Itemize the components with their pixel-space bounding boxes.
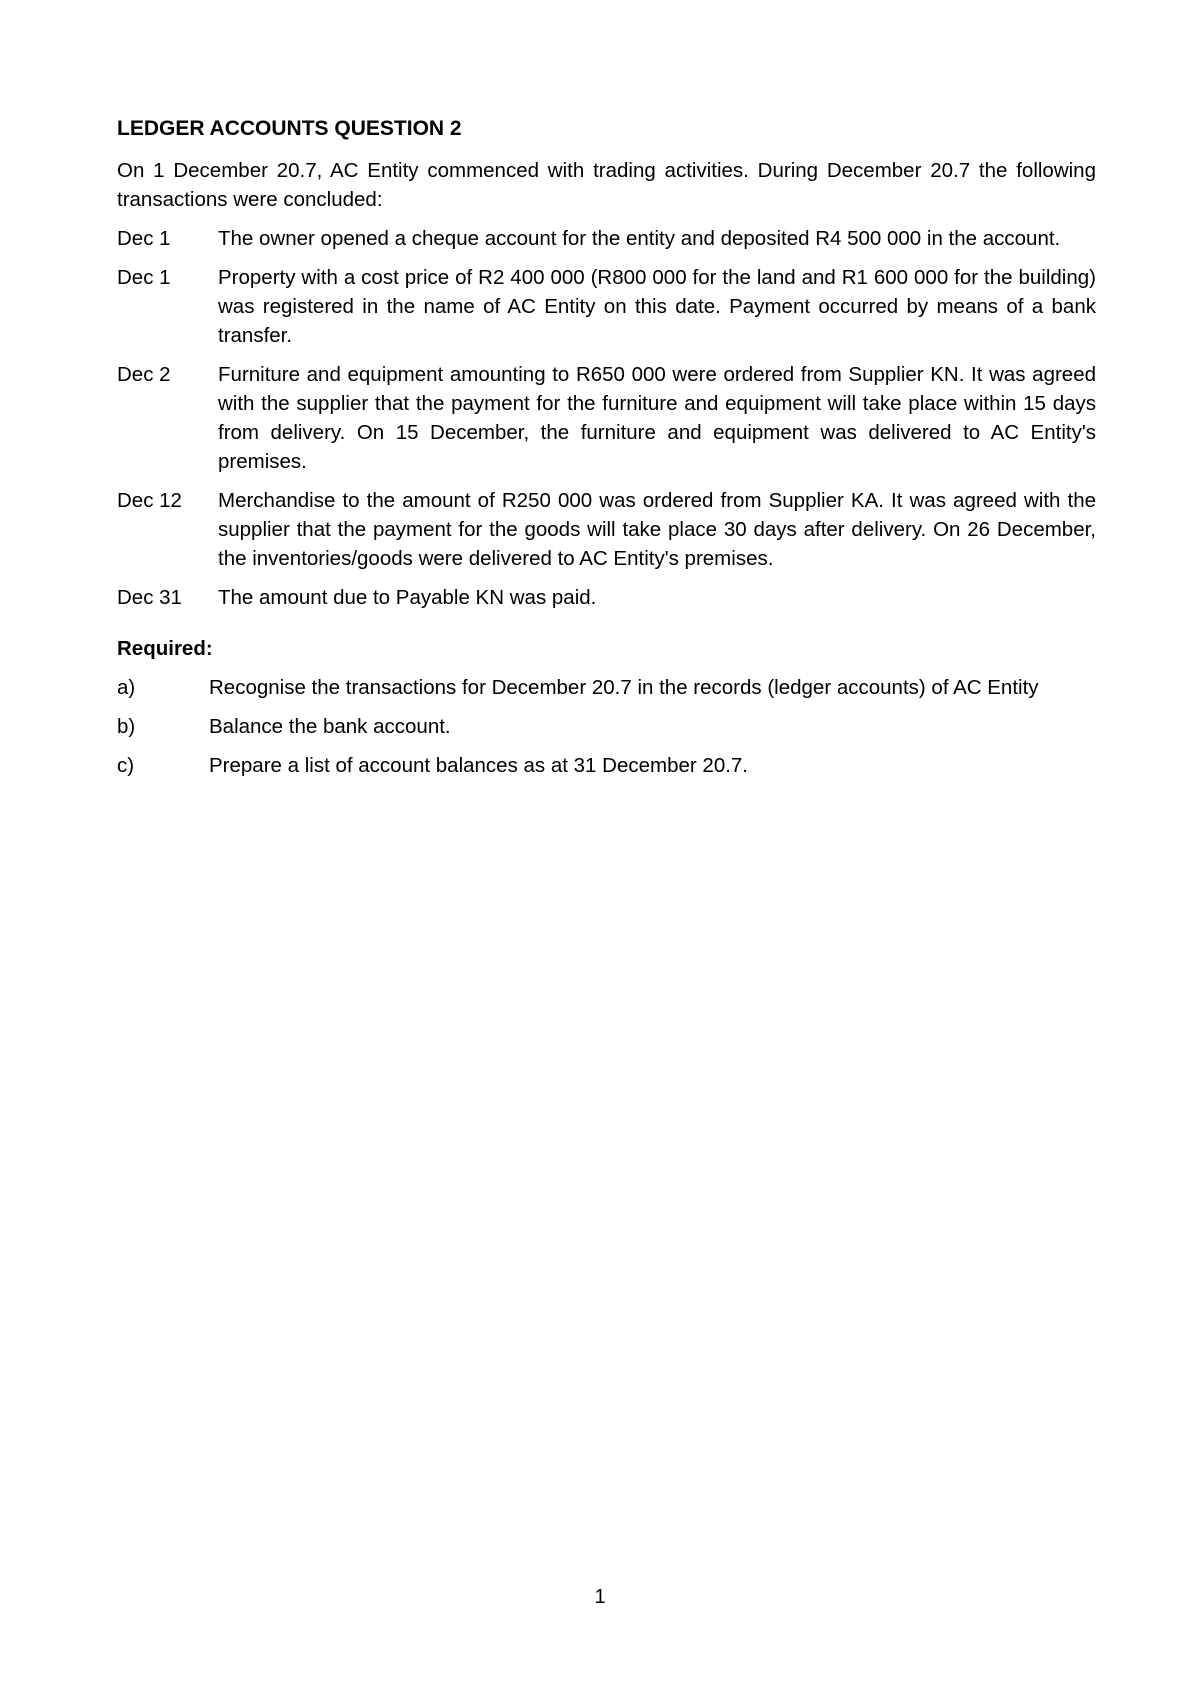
- requirement-text: Recognise the transactions for December 20.7 in the records (ledger accounts) of AC Entity: [209, 676, 1039, 699]
- requirement-item: [117, 712, 1096, 741]
- transaction-date: Dec 1: [117, 266, 171, 289]
- transaction-item: [117, 583, 1096, 612]
- transaction-text: Property with a cost price of R2 400 000 (R800 000 for the land and R1 600 000 for the building) was registered in the name of AC Entity on this date. Payment occurred by means of a bank transfer.: [218, 266, 1096, 347]
- transaction-text: Furniture and equipment amounting to R650 000 were ordered from Supplier KN. It was agreed with the supplier that the payment for the furniture and equipment will take place within 15 days from delivery. On 15 December, the furniture and equipment was delivered to AC Entity's premises.: [218, 363, 1096, 473]
- document-page: [117, 114, 1096, 790]
- transaction-item: [117, 263, 1096, 350]
- transaction-text: Merchandise to the amount of R250 000 was ordered from Supplier KA. It was agreed with the supplier that the payment for the goods will take place 30 days after delivery. On 26 December, the inventories/goods were delivered to AC Entity's premises.: [218, 489, 1096, 570]
- page-number: 1: [594, 1586, 606, 1608]
- transaction-item: [117, 224, 1096, 253]
- transaction-text: The amount due to Payable KN was paid.: [218, 586, 597, 609]
- required-heading: Required:: [117, 637, 213, 660]
- requirement-text: Prepare a list of account balances as at 31 December 20.7.: [209, 754, 749, 777]
- transaction-date: Dec 1: [117, 227, 171, 250]
- requirement-label: b): [117, 715, 136, 738]
- transaction-date: Dec 31: [117, 586, 182, 609]
- requirement-label: a): [117, 676, 136, 699]
- transaction-text: The owner opened a cheque account for the entity and deposited R4 500 000 in the account.: [218, 227, 1061, 250]
- transaction-date: Dec 2: [117, 363, 171, 386]
- document-title: LEDGER ACCOUNTS QUESTION 2: [117, 117, 462, 140]
- requirement-item: [117, 673, 1096, 702]
- requirement-text: Balance the bank account.: [209, 715, 451, 738]
- transaction-item: [117, 360, 1096, 476]
- transaction-item: [117, 486, 1096, 573]
- intro-paragraph: On 1 December 20.7, AC Entity commenced with trading activities. During December 20.7 the following transactions were concluded:: [117, 159, 1096, 211]
- transaction-date: Dec 12: [117, 489, 182, 512]
- requirement-label: c): [117, 754, 135, 777]
- requirement-item: [117, 751, 1096, 780]
